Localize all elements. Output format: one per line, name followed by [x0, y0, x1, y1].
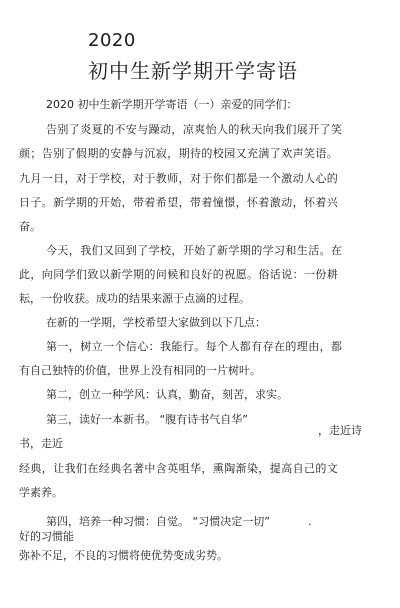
paragraph-fragment: ，走近诗	[318, 424, 362, 437]
paragraph-line: 日子。新学期的开始，带着希望，带着憧憬，怀着激动，怀着兴	[19, 196, 339, 209]
paragraph-line: 此，向同学们致以新学期的问候和良好的祝愿。俗话说：一份耕	[19, 268, 339, 281]
paragraph-line: 耘，一份收获。成功的结果来源于点滴的过程。	[19, 292, 250, 305]
paragraph-line: 奋。	[19, 220, 41, 233]
paragraph-line: 好的习惯能	[19, 530, 74, 543]
paragraph-line: 有自己独特的价值，世界上没有相同的一片树叶。	[19, 364, 261, 377]
paragraph-line: 第四，培养一种习惯：自觉。 “习惯决定一切”	[46, 515, 270, 528]
document-title: 初中生新学期开学寄语	[88, 59, 298, 83]
paragraph-line: 颜；告别了假期的安静与沉寂，期待的校园又充满了欢声笑语。	[19, 147, 339, 160]
paragraph-line: 告别了炎夏的不安与躁动，凉爽怡人的秋天向我们展开了笑	[46, 123, 343, 136]
paragraph-line: 学素养。	[19, 486, 63, 499]
stray-mark: .	[308, 515, 312, 528]
paragraph-line: 弥补不足，不良的习惯将使优势变成劣势。	[19, 549, 228, 562]
salutation-line: 2020 初中生新学期开学寄语（一）亲爱的同学们：	[46, 98, 298, 111]
paragraph-line: 九月一日，对于学校，对于教师，对于你们都是一个激动人心的	[19, 172, 339, 185]
paragraph-line: 书，走近	[19, 437, 63, 450]
paragraph-line: 第三，读好一本新书。 “腹有诗书气自华”	[46, 413, 248, 426]
paragraph-line: 在新的一学期，学校希望大家做到以下几点：	[46, 316, 266, 329]
document-title-year: 2020	[88, 30, 136, 51]
paragraph-line: 第二，创立一种学风：认真，勤奋，刻苦，求实。	[46, 388, 288, 401]
paragraph-line: 第一，树立一个信心：我能行。每个人都有存在的理由，都	[46, 340, 343, 353]
paragraph-line: 今天，我们又回到了学校，开始了新学期的学习和生活。在	[46, 244, 343, 257]
paragraph-line: 经典，让我们在经典名著中含英咀华，熏陶渐染，提高自己的文	[19, 462, 339, 475]
